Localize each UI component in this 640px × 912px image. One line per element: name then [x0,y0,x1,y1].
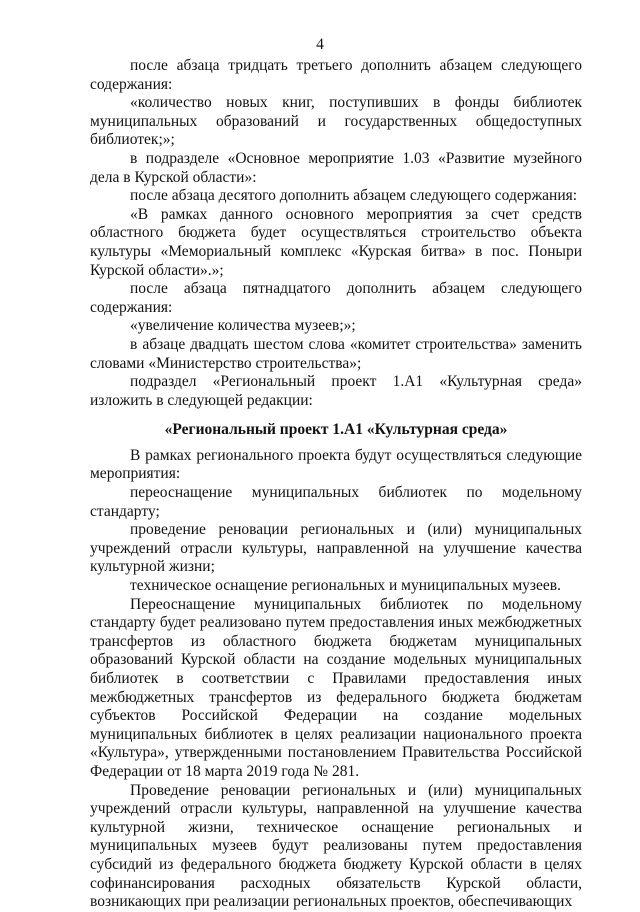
paragraph: после абзаца десятого дополнить абзацем следующего содержания: [130,187,578,205]
paragraph: «количество новых книг, поступивших в фонды библиотек муниципальных образований и государственных общедоступных библиотек;»; [90,94,582,149]
paragraph: после абзаца тридцать третьего дополнить абзацем следующего содержания: [90,57,582,93]
section-heading: «Региональный проект 1.А1 «Культурная среда» [164,421,508,439]
paragraph: техническое оснащение региональных и муниципальных музеев. [130,577,561,595]
paragraph: Проведение реновации региональных и (или) муниципальных учреждений отрасли культуры, направленной на улучшение качества культурной жизни, техническое оснащение региональных и муниципальных музеев будут реализованы путем предоставления субсидий из федерального бюджета бюджету Курской области в целях софинансирования расходных обязательств Курской области, возникающих при реализации региональных проектов, обеспечивающих [90,781,582,911]
paragraph: в подразделе «Основное мероприятие 1.03 «Развитие музейного дела в Курской области»: [90,149,582,186]
paragraph: «В рамках данного основного мероприятия за счет средств областного бюджета будет осуществляться строительство объекта культуры «Мемориальный комплекс «Курская битва» в пос. Поныри Курской области».»; [90,205,582,279]
paragraph: «увеличение количества музеев;»; [130,317,356,335]
paragraph: подраздел «Региональный проект 1.А1 «Культурная среда» изложить в следующей редакции: [90,373,582,409]
paragraph: переоснащение муниципальных библиотек по модельному стандарту; [90,484,582,520]
paragraph: В рамках регионального проекта будут осуществляться следующие мероприятия: [90,446,582,483]
paragraph: после абзаца пятнадцатого дополнить абзацем следующего содержания: [90,280,582,316]
paragraph: Переоснащение муниципальных библиотек по модельному стандарту будет реализовано путем предоставления иных межбюджетных трансфертов из областного бюджета бюджетам муниципальных образований Курской области на создание модельных муниципальных библиотек в соответствии с Правилами предоставления иных межбюджетных трансфертов из федерального бюджета бюджетам субъектов Российской Федерации на создание модельных муниципальных библиотек в целях реализации национального проекта «Культура», утвержденными постановлением Правительства Российской Федерации от 18 марта 2019 года № 281. [90,595,582,780]
paragraph: проведение реновации региональных и (или) муниципальных учреждений отрасли культуры, направленной на улучшение качества культурной жизни; [90,521,582,576]
paragraph: в абзаце двадцать шестом слова «комитет строительства» заменить словами «Министерство строительства»; [90,335,582,372]
page-number: 4 [316,36,324,53]
document-body [90,57,582,912]
